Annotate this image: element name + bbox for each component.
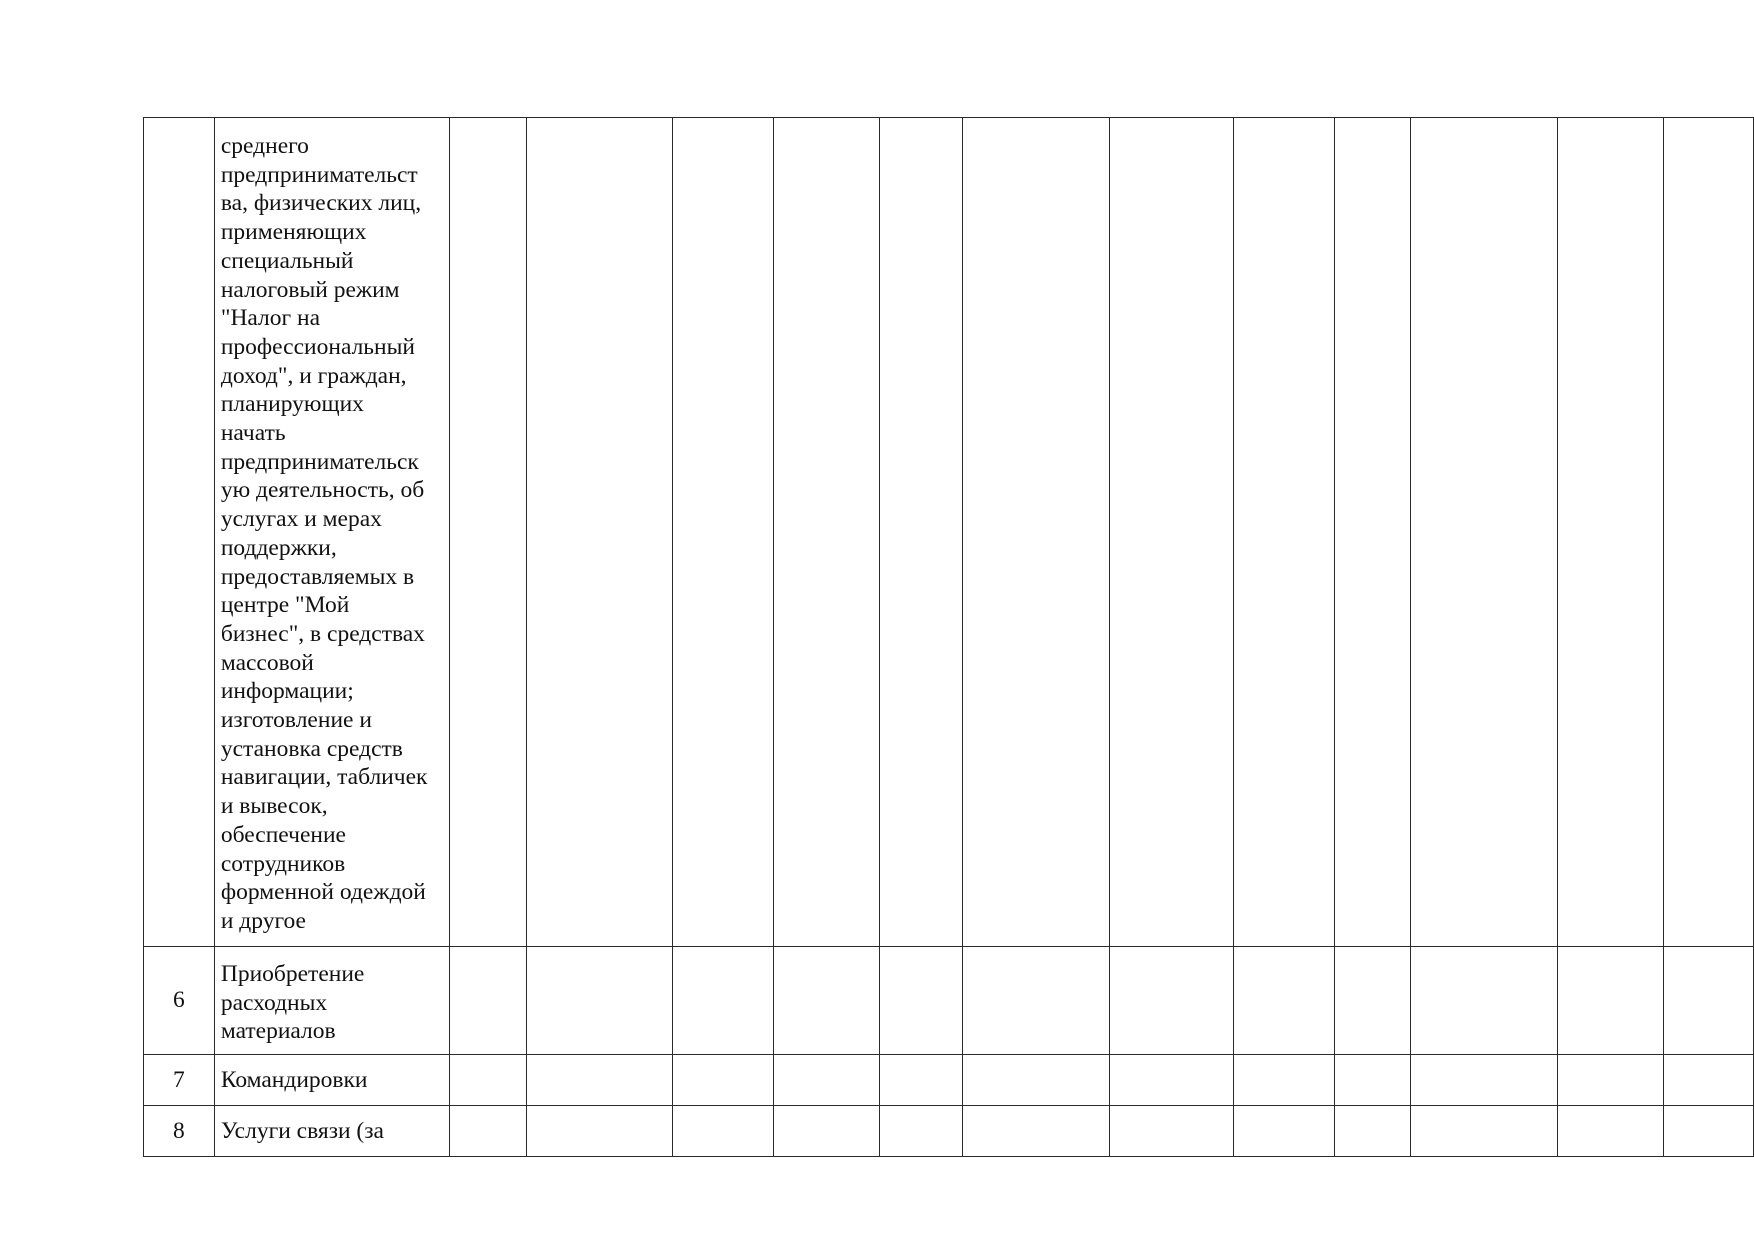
value-cell [1664,118,1754,947]
expense-name-cell: среднего предпринимательст ва, физических лиц, применяющих специальный налоговый режим "Налог на профессиональный доход", и граждан, планирующих начать предпринимательск ую деятельность, об услугах и мерах поддержки, предоставляемых в центре "Мой бизнес", в средствах массовой информации; изготовление и установка средств навигации, табличек и вывесок, обеспечение сотрудников форменной одеждой и другое [214,118,449,947]
row-number-cell: 7 [144,1055,215,1106]
value-cell [1334,1106,1410,1157]
expense-name-cell: Приобретение расходных материалов [214,947,449,1055]
table-row [144,118,1754,947]
table-row [144,947,1754,1055]
expense-name-cell: Командировки [214,1055,449,1106]
value-cell [1558,118,1664,947]
value-cell [1234,1055,1335,1106]
value-cell [1234,1106,1335,1157]
value-cell [673,1106,774,1157]
value-cell [526,118,673,947]
expense-name-cell: Услуги связи (за [214,1106,449,1157]
table-row [144,1106,1754,1157]
value-cell [673,947,774,1055]
value-cell [1110,1055,1234,1106]
value-cell [1410,947,1558,1055]
value-cell [449,1106,526,1157]
value-cell [526,947,673,1055]
value-cell [774,1106,880,1157]
value-cell [879,1055,962,1106]
value-cell [449,947,526,1055]
value-cell [962,1055,1110,1106]
value-cell [1334,947,1410,1055]
value-cell [1234,947,1335,1055]
row-number-cell: 6 [144,947,215,1055]
row-number-cell: 8 [144,1106,215,1157]
value-cell [1110,1106,1234,1157]
expense-table [143,117,1754,1157]
value-cell [673,1055,774,1106]
value-cell [449,1055,526,1106]
value-cell [1664,947,1754,1055]
value-cell [526,1106,673,1157]
value-cell [962,947,1110,1055]
row-number-cell [144,118,215,947]
value-cell [879,118,962,947]
value-cell [1558,1106,1664,1157]
value-cell [1334,1055,1410,1106]
value-cell [879,1106,962,1157]
value-cell [526,1055,673,1106]
value-cell [1558,947,1664,1055]
value-cell [1664,1055,1754,1106]
value-cell [1410,1055,1558,1106]
value-cell [1558,1055,1664,1106]
value-cell [1234,118,1335,947]
value-cell [1110,947,1234,1055]
value-cell [774,947,880,1055]
value-cell [1410,1106,1558,1157]
value-cell [449,118,526,947]
value-cell [1410,118,1558,947]
value-cell [774,118,880,947]
value-cell [962,118,1110,947]
value-cell [1110,118,1234,947]
value-cell [1334,118,1410,947]
value-cell [879,947,962,1055]
value-cell [774,1055,880,1106]
value-cell [1664,1106,1754,1157]
table-row [144,1055,1754,1106]
value-cell [673,118,774,947]
value-cell [962,1106,1110,1157]
